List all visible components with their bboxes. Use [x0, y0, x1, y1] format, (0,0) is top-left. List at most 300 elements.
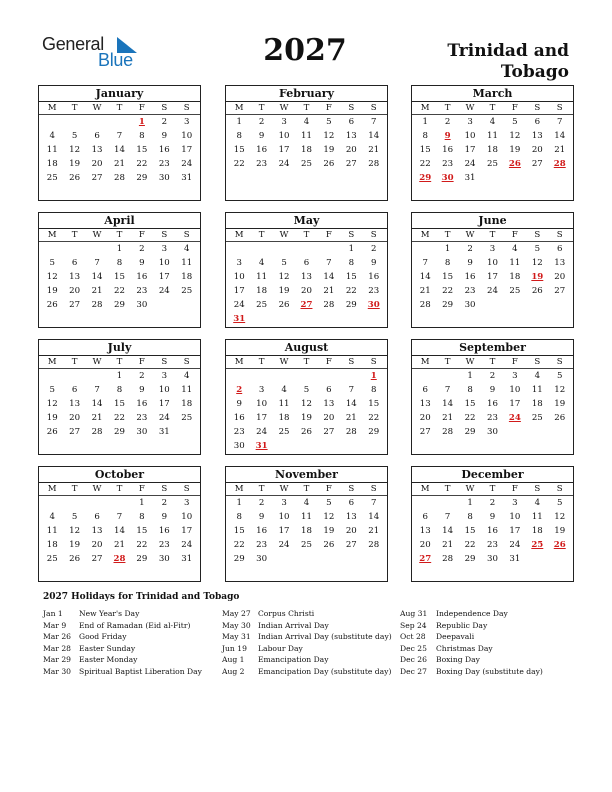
day-cell: 29 — [114, 427, 125, 437]
month-november — [225, 466, 388, 582]
weekday-label: W — [279, 103, 289, 113]
day-cell: 6 — [557, 244, 563, 254]
empty-day-cell — [318, 242, 340, 256]
weekday-label: S — [534, 357, 541, 367]
day-cell: 18 — [256, 286, 268, 296]
day-cell: 4 — [184, 371, 190, 381]
day-cell: 16 — [256, 526, 268, 536]
empty-day-cell — [295, 312, 317, 326]
weekday-label: T — [444, 357, 451, 367]
weekday-label: T — [303, 230, 310, 240]
day-cell: 20 — [419, 413, 431, 423]
weekday-label: F — [511, 357, 518, 367]
day-cell: 8 — [116, 258, 123, 268]
day-cell: 10 — [158, 385, 170, 395]
month-name: September — [412, 340, 573, 356]
empty-day-cell — [504, 298, 526, 312]
empty-day-cell — [481, 298, 503, 312]
empty-day-cell — [250, 242, 272, 256]
empty-day-cell — [318, 552, 340, 566]
weekday-header — [412, 483, 573, 496]
day-cell: 11 — [278, 399, 290, 409]
month-name: April — [39, 213, 200, 229]
day-cell: 16 — [487, 399, 498, 409]
day-cell: 28 — [114, 173, 125, 183]
holiday-name: Indian Arrival Day (substitute day) — [258, 632, 392, 641]
holiday-name: Indian Arrival Day — [258, 620, 329, 630]
day-cell: 21 — [442, 413, 454, 423]
weekday-label: T — [258, 103, 265, 113]
holiday-name: Labour Day — [258, 643, 303, 653]
day-cell: 26 — [69, 173, 81, 183]
day-cell: 24 — [464, 159, 476, 169]
holiday-date: Aug 31 — [400, 609, 428, 618]
holiday-row — [222, 643, 392, 655]
week-row — [39, 242, 200, 256]
empty-day-cell — [549, 425, 571, 439]
weekday-label: F — [325, 357, 332, 367]
day-cell: 20 — [69, 413, 81, 423]
day-cell: 27 — [323, 427, 335, 437]
weekday-label: F — [511, 230, 518, 240]
holiday-row — [222, 666, 392, 678]
week-row — [39, 552, 200, 566]
day-cell: 12 — [323, 512, 335, 522]
month-august — [225, 339, 388, 455]
empty-day-cell — [340, 312, 362, 326]
page-title-year: 2027 — [263, 33, 347, 68]
day-cell: 1 — [467, 371, 473, 381]
day-cell: 19 — [301, 413, 312, 423]
day-cell: 12 — [46, 399, 58, 409]
weekday-label: M — [234, 357, 244, 367]
weekday-label: T — [303, 103, 310, 113]
day-cell: 28 — [345, 427, 357, 437]
day-cell: 14 — [91, 399, 103, 409]
day-cell: 21 — [368, 526, 380, 536]
day-cell: 10 — [509, 512, 521, 522]
holiday-day-cell: 1 — [370, 371, 377, 381]
day-cell: 28 — [323, 300, 335, 310]
day-cell: 1 — [422, 117, 428, 127]
day-cell: 24 — [158, 286, 170, 296]
day-cell: 6 — [422, 385, 428, 395]
day-cell: 21 — [554, 145, 566, 155]
month-name: February — [226, 86, 387, 102]
weekday-label: W — [279, 230, 289, 240]
day-cell: 21 — [442, 540, 454, 550]
holiday-row — [222, 608, 392, 620]
empty-day-cell — [526, 552, 548, 566]
empty-day-cell — [295, 242, 317, 256]
empty-day-cell — [295, 369, 317, 383]
day-cell: 21 — [419, 286, 431, 296]
weekday-label: S — [534, 230, 541, 240]
empty-day-cell — [250, 312, 272, 326]
day-cell: 12 — [69, 145, 81, 155]
week-row — [412, 552, 573, 566]
day-cell: 21 — [91, 413, 103, 423]
day-cell: 12 — [531, 258, 543, 268]
day-cell: 13 — [323, 399, 335, 409]
holiday-name: Emancipation Day — [258, 655, 329, 664]
day-cell: 1 — [467, 498, 473, 508]
holiday-date: Jun 19 — [222, 643, 247, 653]
day-cell: 12 — [509, 131, 521, 141]
day-cell: 12 — [278, 272, 290, 282]
day-cell: 2 — [139, 371, 145, 381]
weekday-label: S — [370, 103, 377, 113]
day-cell: 3 — [281, 117, 287, 127]
day-cell: 18 — [531, 399, 543, 409]
weekday-label: S — [183, 357, 190, 367]
empty-day-cell — [295, 439, 317, 453]
weekday-header — [39, 229, 200, 242]
logo-blue-text: Blue — [98, 50, 133, 70]
empty-day-cell — [414, 496, 436, 510]
empty-day-cell — [318, 439, 340, 453]
day-cell: 31 — [509, 554, 521, 564]
weekday-label: W — [465, 357, 475, 367]
weekday-label: T — [444, 103, 451, 113]
week-row — [39, 143, 200, 157]
holiday-row — [400, 608, 543, 620]
day-cell: 5 — [557, 498, 563, 508]
day-cell: 11 — [181, 385, 193, 395]
day-cell: 18 — [531, 526, 543, 536]
day-cell: 28 — [419, 300, 431, 310]
weekday-label: T — [258, 357, 265, 367]
day-cell: 11 — [301, 131, 312, 141]
day-cell: 16 — [442, 145, 454, 155]
week-row — [412, 397, 573, 411]
day-cell: 5 — [71, 512, 78, 522]
day-cell: 26 — [46, 300, 58, 310]
day-cell: 27 — [91, 554, 103, 564]
day-cell: 31 — [181, 173, 193, 183]
day-cell: 7 — [94, 385, 100, 395]
week-row — [412, 510, 573, 524]
week-row — [39, 270, 200, 284]
day-cell: 3 — [236, 258, 242, 268]
holiday-date: Aug 2 — [222, 666, 245, 676]
holiday-row — [400, 666, 543, 678]
day-cell: 9 — [161, 512, 168, 522]
day-cell: 10 — [181, 512, 193, 522]
day-cell: 19 — [69, 540, 81, 550]
day-cell: 8 — [422, 131, 428, 141]
day-cell: 7 — [444, 512, 451, 522]
holiday-row — [43, 608, 202, 620]
day-cell: 15 — [368, 399, 380, 409]
day-cell: 1 — [139, 498, 145, 508]
weekday-label: T — [444, 484, 451, 494]
day-cell: 4 — [303, 498, 310, 508]
day-cell: 15 — [464, 399, 476, 409]
weekday-label: T — [444, 230, 451, 240]
empty-day-cell — [108, 496, 130, 510]
day-cell: 4 — [534, 498, 541, 508]
weekday-label: T — [116, 357, 123, 367]
day-cell: 26 — [323, 540, 335, 550]
day-cell: 16 — [464, 272, 476, 282]
weekday-label: S — [370, 484, 377, 494]
day-cell: 14 — [368, 131, 380, 141]
day-cell: 8 — [371, 385, 377, 395]
day-cell: 23 — [136, 413, 148, 423]
day-cell: 22 — [368, 413, 380, 423]
day-cell: 5 — [71, 131, 78, 141]
week-row — [39, 397, 200, 411]
day-cell: 20 — [531, 145, 543, 155]
day-cell: 13 — [69, 272, 81, 282]
day-cell: 5 — [49, 385, 55, 395]
weekday-label: T — [258, 230, 265, 240]
day-cell: 29 — [233, 554, 245, 564]
month-name: December — [412, 467, 573, 483]
empty-day-cell — [273, 369, 295, 383]
holiday-name: Corpus Christi — [258, 609, 315, 618]
day-cell: 19 — [46, 286, 58, 296]
weekday-label: S — [534, 103, 541, 113]
day-cell: 20 — [301, 286, 312, 296]
weekday-label: F — [511, 484, 518, 494]
day-cell: 5 — [557, 371, 563, 381]
day-cell: 27 — [419, 427, 431, 437]
day-cell: 22 — [136, 540, 148, 550]
day-cell: 7 — [444, 385, 451, 395]
holiday-row — [43, 631, 202, 643]
empty-day-cell — [526, 425, 548, 439]
holiday-list — [43, 592, 583, 676]
week-row — [412, 496, 573, 510]
holiday-day-cell: 29 — [419, 173, 432, 183]
day-cell: 1 — [116, 371, 123, 381]
day-cell: 13 — [345, 512, 357, 522]
day-cell: 20 — [554, 272, 566, 282]
empty-day-cell — [273, 242, 295, 256]
day-cell: 18 — [181, 399, 193, 409]
day-cell: 15 — [114, 272, 125, 282]
day-cell: 17 — [278, 526, 290, 536]
empty-day-cell — [526, 171, 548, 185]
empty-day-cell — [363, 552, 385, 566]
holiday-row — [43, 666, 202, 678]
day-cell: 30 — [464, 300, 476, 310]
week-row — [412, 425, 573, 439]
day-cell: 17 — [487, 272, 498, 282]
week-row — [226, 425, 387, 439]
weekday-label: S — [348, 103, 355, 113]
day-cell: 26 — [554, 413, 566, 423]
day-cell: 27 — [91, 173, 103, 183]
day-cell: 19 — [554, 526, 566, 536]
empty-day-cell — [176, 298, 198, 312]
day-cell: 14 — [419, 272, 431, 282]
weekday-header — [412, 229, 573, 242]
day-cell: 16 — [233, 413, 245, 423]
month-july — [38, 339, 201, 455]
weekday-label: W — [92, 230, 102, 240]
holiday-date: Dec 26 — [400, 655, 427, 664]
day-cell: 5 — [49, 258, 55, 268]
weekday-header — [39, 356, 200, 369]
holiday-day-cell: 31 — [255, 441, 268, 451]
day-cell: 10 — [487, 258, 498, 268]
day-cell: 14 — [442, 399, 454, 409]
weekday-header — [226, 483, 387, 496]
empty-day-cell — [436, 369, 458, 383]
day-cell: 12 — [323, 131, 335, 141]
week-row — [39, 411, 200, 425]
weekday-label: W — [279, 357, 289, 367]
day-cell: 17 — [509, 399, 521, 409]
weekday-label: F — [511, 103, 518, 113]
day-cell: 2 — [489, 498, 496, 508]
day-cell: 17 — [464, 145, 476, 155]
week-row — [226, 312, 387, 326]
holiday-name: Good Friday — [79, 632, 127, 641]
day-cell: 30 — [487, 427, 498, 437]
week-row — [226, 383, 387, 397]
weekday-label: S — [556, 230, 563, 240]
empty-day-cell — [549, 298, 571, 312]
day-cell: 21 — [114, 159, 125, 169]
empty-day-cell — [41, 496, 63, 510]
month-february — [225, 85, 388, 201]
day-cell: 13 — [419, 399, 431, 409]
day-cell: 19 — [323, 526, 335, 536]
day-cell: 4 — [184, 244, 190, 254]
day-cell: 25 — [487, 159, 498, 169]
day-cell: 19 — [46, 413, 58, 423]
day-cell: 16 — [136, 399, 148, 409]
weekday-label: W — [92, 484, 102, 494]
holiday-date: Mar 28 — [43, 643, 72, 653]
day-cell: 24 — [181, 159, 193, 169]
day-cell: 22 — [114, 286, 125, 296]
day-cell: 18 — [46, 159, 58, 169]
weekday-label: T — [303, 484, 310, 494]
day-cell: 4 — [534, 371, 541, 381]
day-cell: 7 — [371, 498, 377, 508]
day-cell: 14 — [114, 526, 125, 536]
day-cell: 25 — [278, 427, 290, 437]
month-name: August — [226, 340, 387, 356]
weekday-label: S — [370, 230, 377, 240]
day-cell: 23 — [487, 540, 498, 550]
week-row — [39, 129, 200, 143]
day-cell: 1 — [236, 117, 242, 127]
day-cell: 17 — [158, 399, 170, 409]
day-cell: 11 — [256, 272, 268, 282]
day-cell: 25 — [46, 554, 58, 564]
day-cell: 20 — [323, 413, 335, 423]
holiday-name: Boxing Day (substitute day) — [436, 666, 543, 676]
day-cell: 6 — [422, 512, 428, 522]
day-cell: 7 — [326, 258, 332, 268]
holiday-day-cell: 28 — [553, 159, 566, 169]
day-cell: 5 — [512, 117, 518, 127]
day-cell: 9 — [371, 258, 377, 268]
day-cell: 29 — [114, 300, 125, 310]
day-cell: 18 — [487, 145, 498, 155]
empty-day-cell — [176, 425, 198, 439]
day-cell: 27 — [69, 300, 81, 310]
weekday-label: M — [234, 230, 244, 240]
day-cell: 22 — [233, 159, 245, 169]
holiday-day-cell: 25 — [531, 540, 544, 550]
day-cell: 31 — [158, 427, 170, 437]
weekday-label: S — [161, 357, 168, 367]
empty-day-cell — [318, 369, 340, 383]
week-row — [412, 115, 573, 129]
week-row — [412, 242, 573, 256]
week-row — [226, 411, 387, 425]
week-row — [39, 510, 200, 524]
day-cell: 15 — [114, 399, 125, 409]
empty-day-cell — [414, 242, 436, 256]
empty-day-cell — [41, 242, 63, 256]
day-cell: 7 — [371, 117, 377, 127]
day-cell: 3 — [489, 244, 496, 254]
holiday-date: Sep 24 — [400, 620, 427, 630]
logo-general-text: General — [42, 34, 104, 54]
empty-day-cell — [273, 552, 295, 566]
day-cell: 14 — [91, 272, 103, 282]
week-row — [412, 284, 573, 298]
day-cell: 30 — [487, 554, 498, 564]
weekday-label: S — [534, 484, 541, 494]
day-cell: 4 — [281, 385, 287, 395]
day-cell: 8 — [467, 512, 473, 522]
weekday-label: W — [465, 484, 475, 494]
weekday-label: T — [303, 357, 310, 367]
day-cell: 10 — [158, 258, 170, 268]
day-cell: 7 — [348, 385, 355, 395]
day-cell: 14 — [442, 526, 454, 536]
day-cell: 12 — [46, 272, 58, 282]
day-cell: 17 — [181, 526, 193, 536]
day-cell: 29 — [442, 300, 454, 310]
holiday-row — [43, 620, 202, 632]
day-cell: 18 — [46, 540, 58, 550]
weekday-header — [39, 102, 200, 115]
holiday-name: Republic Day — [436, 620, 488, 630]
month-march — [411, 85, 574, 201]
day-cell: 17 — [509, 526, 521, 536]
day-cell: 6 — [348, 117, 355, 127]
day-cell: 9 — [467, 258, 473, 268]
week-row — [226, 143, 387, 157]
day-cell: 29 — [464, 554, 476, 564]
week-row — [412, 369, 573, 383]
day-cell: 2 — [161, 117, 168, 127]
empty-day-cell — [41, 115, 63, 129]
weekday-label: F — [138, 357, 145, 367]
day-cell: 11 — [531, 512, 543, 522]
weekday-label: T — [71, 357, 78, 367]
day-cell: 28 — [91, 300, 103, 310]
day-cell: 11 — [46, 145, 58, 155]
day-cell: 17 — [181, 145, 193, 155]
empty-day-cell — [504, 171, 526, 185]
weekday-header — [226, 102, 387, 115]
day-cell: 22 — [419, 159, 431, 169]
empty-day-cell — [436, 496, 458, 510]
day-cell: 26 — [531, 286, 543, 296]
day-cell: 16 — [158, 526, 170, 536]
